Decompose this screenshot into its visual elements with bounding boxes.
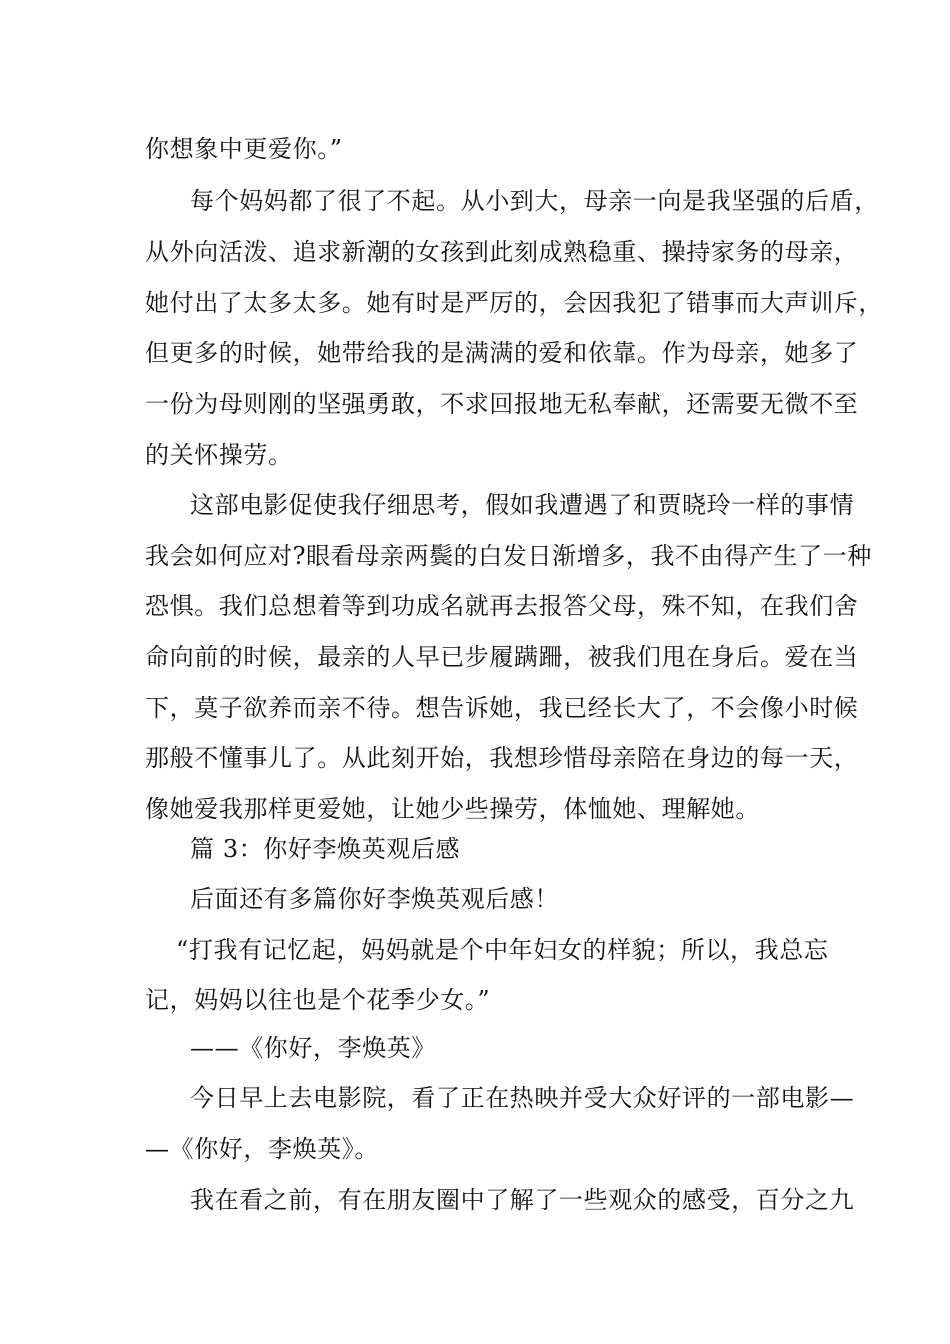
- text-line: 每个妈妈都了很了不起。从小到大，母亲一向是我坚强的后盾，: [190, 187, 879, 215]
- text-line: 她付出了太多太多。她有时是严厉的，会因我犯了错事而大声训斥，: [145, 289, 883, 317]
- text-line: 你想象中更爱你。”: [145, 135, 343, 163]
- text-line: 命向前的时候，最亲的人早已步履蹒跚，被我们甩在身后。爱在当: [145, 643, 859, 671]
- text-line: 一份为母则刚的坚强勇敢，不求回报地无私奉献，还需要无微不至: [145, 390, 859, 418]
- text-line: 从外向活泼、追求新潮的女孩到此刻成熟稳重、操持家务的母亲，: [145, 238, 859, 266]
- text-line: —《你好，李焕英》。: [145, 1135, 379, 1163]
- text-line: 那般不懂事儿了。从此刻开始，我想珍惜母亲陪在身边的每一天，: [145, 744, 859, 772]
- text-line: 像她爱我那样更爱她，让她少些操劳，体恤她、理解她。: [145, 795, 760, 823]
- text-line: 恐惧。我们总想着等到功成名就再去报答父母，殊不知，在我们舍: [145, 592, 859, 620]
- text-line: 我会如何应对?眼看母亲两鬓的白发日渐增多，我不由得产生了一种: [145, 542, 872, 570]
- text-line: 的关怀操劳。: [145, 441, 293, 469]
- text-line: 这部电影促使我仔细思考，假如我遭遇了和贾晓玲一样的事情: [190, 491, 855, 519]
- text-line: 但更多的时候，她带给我的是满满的爱和依靠。作为母亲，她多了: [145, 339, 859, 367]
- text-line: 我在看之前，有在朋友圈中了解了一些观众的感受，百分之九: [190, 1186, 855, 1214]
- text-line: 后面还有多篇你好李焕英观后感！: [190, 885, 559, 913]
- quote-line: “打我有记忆起，妈妈就是个中年妇女的样貌；所以，我总忘: [176, 936, 829, 964]
- text-line: 下，莫子欲养而亲不待。想告诉她，我已经长大了，不会像小时候: [145, 694, 859, 722]
- section-heading: 篇 3：你好李焕英观后感: [190, 835, 461, 863]
- quote-line: 记，妈妈以往也是个花季少女。”: [145, 986, 491, 1014]
- quote-attribution: ——《你好，李焕英》: [190, 1034, 436, 1062]
- text-line: 今日早上去电影院，看了正在热映并受大众好评的一部电影—: [190, 1084, 855, 1112]
